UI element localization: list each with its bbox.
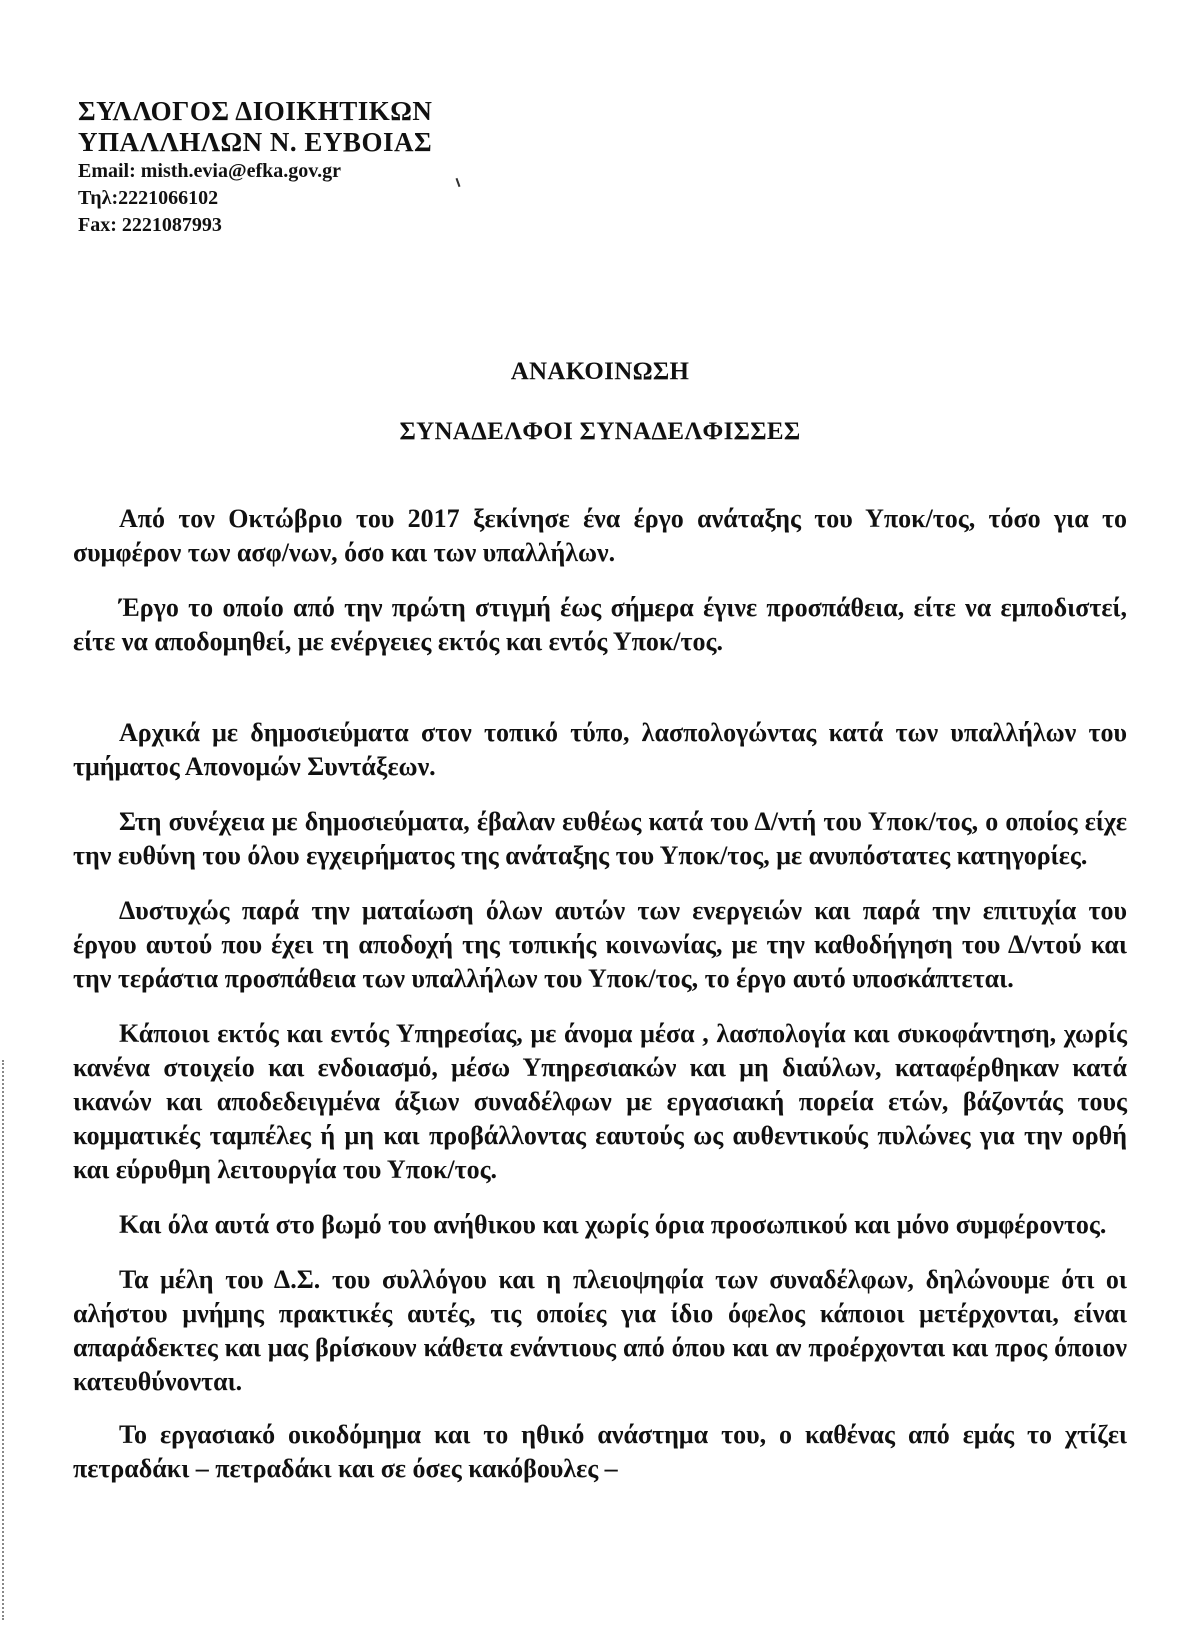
paragraph-5: Δυστυχώς παρά την ματαίωση όλων αυτών των ενεργειών και παρά την επιτυχία του έργου αυτού που έχει τη αποδοχή της τοπικής κοινωνίας, με την καθοδήγηση του Δ/ντού και την τεράστια προσπάθεια των υπαλλήλων του Υποκ/τος, το έργο αυτό υποσκάπτεται. <box>73 896 1127 993</box>
paragraph-1: Από τον Οκτώβριο του 2017 ξεκίνησε ένα έργο ανάταξης του Υποκ/τος, τόσο για το συμφέρον των ασφ/νων, όσο και των υπαλλήλων. <box>73 504 1127 567</box>
announcement-body <box>73 502 1127 1486</box>
paragraph-4: Στη συνέχεια με δημοσιεύματα, έβαλαν ευθέως κατά του Δ/ντή του Υποκ/τος, ο οποίος είχε την ευθύνη του όλου εγχειρήματος της ανάταξης του Υποκ/τος, με ανυπόστατες κατηγορίες. <box>73 807 1127 870</box>
scan-margin-artifact <box>2 1060 8 1620</box>
organization-name-line-2: ΥΠΑΛΛΗΛΩΝ Ν. ΕΥΒΟΙΑΣ <box>78 127 433 157</box>
paragraph-6: Κάποιοι εκτός και εντός Υπηρεσίας, με άνομα μέσα , λασπολογία και συκοφάντηση, χωρίς κανένα στοιχείο και ενδοιασμό, μέσω Υπηρεσιακών και μη διαύλων, καταφέρθηκαν κατά ικανών και αποδεδειγμένα άξιων συναδέλφων με εργασιακή πορεία ετών, βάζοντάς τους κομματικές ταμπέλες ή μη και προβάλλοντας εαυτούς ως αυθεντικούς πυλώνες για την ορθή και εύρυθμη λειτουργία του Υποκ/τος. <box>73 1019 1127 1184</box>
paragraph-2: Έργο το οποίο από την πρώτη στιγμή έως σήμερα έγινε προσπάθεια, είτε να εμποδιστεί, είτε να αποδομηθεί, με ενέργειες εκτός και εντός Υποκ/τος. <box>73 593 1127 656</box>
letterhead <box>78 96 638 239</box>
contact-phone: Τηλ:2221066102 <box>78 187 219 209</box>
contact-fax: Fax: 2221087993 <box>78 214 222 236</box>
paragraph-9: Το εργασιακό οικοδόμημα και το ηθικό ανάστημα του, ο καθένας από εμάς το χτίζει πετραδάκι – πετραδάκι και σε όσες κακόβουλες – <box>73 1420 1127 1483</box>
document-title: ΑΝΑΚΟΙΝΩΣΗ <box>510 358 690 385</box>
document-salutation: ΣΥΝΑΔΕΛΦΟΙ ΣΥΝΑΔΕΛΦΙΣΣΕΣ <box>399 418 801 445</box>
contact-email: Email: misth.evia@efka.gov.gr <box>78 160 342 182</box>
paragraph-8: Τα μέλη του Δ.Σ. του συλλόγου και η πλειοψηφία των συναδέλφων, δηλώνουμε ότι οι αλήστου μνήμης πρακτικές αυτές, τις οποίες για ίδιο όφελος κάποιοι μετέρχονται, είναι απαράδεκτες και μας βρίσκουν κάθετα ενάντιους από όπου και αν προέρχονται και προς όποιον κατευθύνονται. <box>73 1265 1127 1396</box>
paragraph-7: Και όλα αυτά στο βωμό του ανήθικου και χωρίς όρια προσωπικού και μόνο συμφέροντος. <box>119 1210 1107 1239</box>
paragraph-3: Αρχικά με δημοσιεύματα στον τοπικό τύπο, λασπολογώντας κατά των υπαλλήλων του τμήματος Απονομών Συντάξεων. <box>73 718 1127 781</box>
organization-name-line-1: ΣΥΛΛΟΓΟΣ ΔΙΟΙΚΗΤΙΚΩΝ <box>78 96 433 126</box>
